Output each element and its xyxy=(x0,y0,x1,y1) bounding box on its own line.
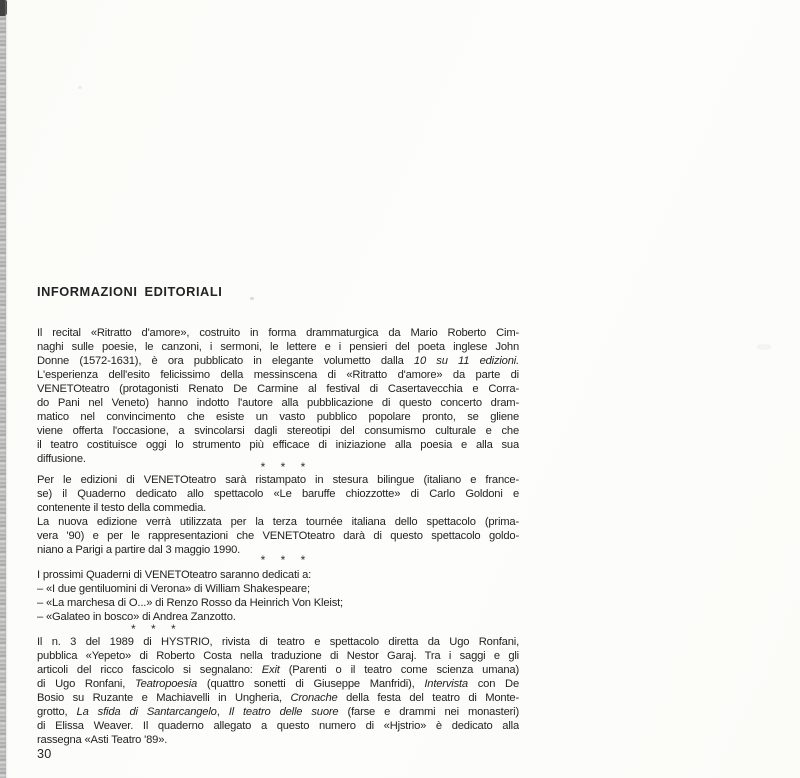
text-line xyxy=(37,635,519,649)
text-line xyxy=(37,410,519,424)
text-line xyxy=(37,326,519,340)
italic-title-text: La sfida di Santarcangelo xyxy=(76,706,217,718)
body-text: vera '90) e per le rappresentazioni che VENETOteatro darà di questo spettacolo goldo- xyxy=(37,530,519,542)
body-text: Donne (1572-1631), è ora pubblicato in elegante volumetto dalla xyxy=(37,355,414,367)
body-text: , xyxy=(216,706,229,718)
text-line xyxy=(37,596,519,610)
body-text: se) il Quaderno dedicato allo spettacolo «Le baruffe chiozzotte» di Carlo Goldoni e xyxy=(37,488,519,500)
text-line xyxy=(37,677,519,691)
asterisk-divider: * * * xyxy=(131,622,176,636)
text-line xyxy=(37,529,519,543)
text-line xyxy=(37,568,519,582)
text-line xyxy=(37,396,519,410)
body-text: naghi sulle poesie, le canzoni, i sermoni, le lettere e i pensieri del poeta inglese John xyxy=(37,341,519,353)
body-text: il teatro costituisce oggi lo strumento più efficace di iniziazione alla poesia e alla sua xyxy=(37,439,519,451)
body-text: – «Galateo in bosco» di Andrea Zanzotto. xyxy=(37,611,236,623)
text-line xyxy=(37,582,519,596)
text-line xyxy=(37,340,519,354)
body-text: La nuova edizione verrà utilizzata per la terza tournée italiana dello spettacolo (prima- xyxy=(37,516,519,528)
body-text: L'esperienza dell'esito felicissimo della messinscena di «Ritratto d'amore» da parte di xyxy=(37,369,519,381)
italic-title-text: Il teatro delle suore xyxy=(228,706,339,718)
italic-title-text: Teatropoesia xyxy=(134,678,198,690)
page-number: 30 xyxy=(37,747,52,761)
text-line xyxy=(37,473,519,487)
body-text: Bosio su Ruzante e Machiavelli in Ungheria, xyxy=(37,692,291,704)
asterisk-divider: * * * xyxy=(260,553,306,567)
body-text: della festa del teatro di Monte- xyxy=(337,692,519,704)
body-text: contenente il testo della commedia. xyxy=(37,502,207,514)
section-heading: INFORMAZIONI EDITORIALI xyxy=(37,284,223,299)
body-text: (quattro sonetti di Giuseppe Manfridi), xyxy=(197,678,425,690)
text-line xyxy=(37,691,519,705)
body-text: do Pani nel Veneto) hanno indotto l'autore alla pubblicazione di questo concerto dram- xyxy=(37,397,519,409)
text-line xyxy=(37,719,519,733)
italic-title-text: Exit xyxy=(261,664,280,676)
text-line xyxy=(37,501,519,515)
paragraph-quaderno-baruffe xyxy=(37,473,519,557)
text-line xyxy=(37,424,519,438)
body-text: – «La marchesa di O...» di Renzo Rosso da Heinrich Von Kleist; xyxy=(37,597,343,609)
text-line xyxy=(37,663,519,677)
body-text: (farse e drammi nei monasteri) xyxy=(338,706,519,718)
body-text: viene offerta l'occasione, a svincolarsi dagli stereotipi del consumismo culturale e che xyxy=(37,425,519,437)
body-text: (Parenti o il teatro come scienza umana) xyxy=(279,664,519,676)
body-text: Per le edizioni di VENETOteatro sarà ristampato in stesura bilingue (italiano e france- xyxy=(37,474,519,486)
italic-title-text: Intervista xyxy=(424,678,468,690)
body-text: I prossimi Quaderni di VENETOteatro saranno dedicati a: xyxy=(37,569,312,581)
body-text: rassegna «Asti Teatro '89». xyxy=(37,734,168,746)
scan-speck xyxy=(78,86,82,89)
paragraph-ritratto-damore xyxy=(37,326,519,466)
paragraph-hystrio xyxy=(37,635,519,747)
body-text: matico nel convincimento che esiste un vasto pubblico popolare pronto, se gliene xyxy=(37,411,519,423)
text-line xyxy=(37,705,519,719)
body-text: diffusione. xyxy=(37,453,86,465)
body-text: grotto, xyxy=(37,706,77,718)
body-text: di Ugo Ronfani, xyxy=(37,678,135,690)
asterisk-divider: * * * xyxy=(260,460,306,474)
text-line xyxy=(37,368,519,382)
text-line xyxy=(37,382,519,396)
body-text: di Elissa Weaver. Il quaderno allegato a questo numero di «Hjstrio» è dedicato alla xyxy=(37,720,519,732)
italic-title-text: Cronache xyxy=(290,692,338,704)
scan-edge-artifact xyxy=(0,0,6,778)
body-text: articoli del ricco fascicolo si segnalano: xyxy=(37,664,262,676)
body-text: con De xyxy=(467,678,519,690)
text-line xyxy=(37,487,519,501)
body-text: Il n. 3 del 1989 di HYSTRIO, rivista di teatro e spettacolo diretta da Ugo Ronfani, xyxy=(37,636,519,648)
paragraph-prossimi-quaderni xyxy=(37,568,519,624)
scan-edge-dark-top xyxy=(0,0,7,16)
body-text: – «I due gentiluomini di Verona» di William Shakespeare; xyxy=(37,583,310,595)
body-text: VENETOteatro (protagonisti Renato De Carmine al festival di Casertavecchia e Corra- xyxy=(37,383,519,395)
text-line xyxy=(37,354,519,368)
scan-smudge xyxy=(757,344,771,350)
text-line xyxy=(37,733,519,747)
text-line xyxy=(37,649,519,663)
text-line xyxy=(37,438,519,452)
text-line xyxy=(37,610,519,624)
text-line xyxy=(37,515,519,529)
body-text: pubblica «Yepeto» di Roberto Costa nella traduzione di Nestor Garaj. Tra i saggi e gli xyxy=(37,650,519,662)
body-text: niano a Parigi a partire dal 3 maggio 1990. xyxy=(37,544,241,556)
italic-title-text: 10 su 11 edizioni. xyxy=(413,355,519,367)
body-text: Il recital «Ritratto d'amore», costruito in forma drammaturgica da Mario Roberto Cim- xyxy=(37,327,519,339)
